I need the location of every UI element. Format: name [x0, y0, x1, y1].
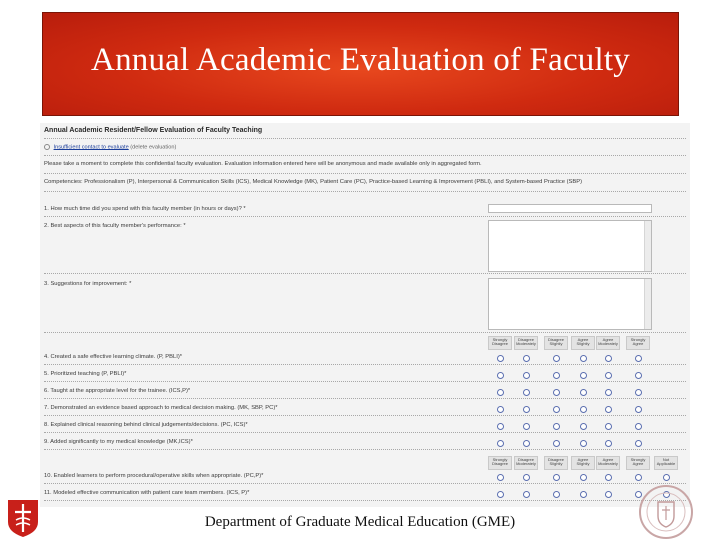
radio-icon[interactable] [44, 144, 50, 150]
likert-radio[interactable] [497, 440, 504, 447]
likert-radio[interactable] [605, 372, 612, 379]
likert-radio[interactable] [635, 389, 642, 396]
scale-header-cell: Disagree Slightly [544, 456, 568, 470]
evaluation-form-screenshot [40, 123, 690, 507]
likert-radio[interactable] [635, 372, 642, 379]
likert-radio[interactable] [635, 406, 642, 413]
likert-question: 8. Explained clinical reasoning behind clinical judgements/decisions. (PC, ICS)* [44, 422, 248, 428]
scale-header-cell: Strongly Disagree [488, 456, 512, 470]
likert-radio[interactable] [553, 406, 560, 413]
likert-radio[interactable] [523, 372, 530, 379]
likert-question: 5. Prioritized teaching (P, PBLI)* [44, 371, 127, 377]
question-1: 1. How much time did you spend with this faculty member (in hours or days)? * [44, 206, 246, 212]
scrollbar[interactable] [644, 221, 651, 271]
likert-radio[interactable] [497, 474, 504, 481]
footer-department: Department of Graduate Medical Education (GME) [204, 514, 516, 530]
likert-radio[interactable] [580, 389, 587, 396]
divider [44, 500, 686, 501]
likert-radio[interactable] [497, 355, 504, 362]
divider [44, 483, 686, 484]
divider [44, 155, 686, 156]
likert-radio[interactable] [523, 474, 530, 481]
divider [44, 415, 686, 416]
likert-radio[interactable] [605, 389, 612, 396]
likert-radio[interactable] [605, 423, 612, 430]
likert-radio[interactable] [553, 423, 560, 430]
likert-radio[interactable] [605, 491, 612, 498]
divider [44, 449, 686, 450]
scale-header-cell: Not Applicable [654, 456, 678, 470]
likert-question: 6. Taught at the appropriate level for the trainee. (ICS,P)* [44, 388, 191, 394]
insufficient-contact-link[interactable]: Insufficient contact to evaluate [53, 144, 129, 151]
slide-title: Annual Academic Evaluation of Faculty [91, 41, 630, 78]
divider [44, 398, 686, 399]
delete-evaluation-note: (delete evaluation) [130, 144, 177, 151]
intro-text: Please take a moment to complete this confidential faculty evaluation. Evaluation information entered here will be anonymous and made available only in aggregated form. [44, 161, 482, 167]
likert-radio[interactable] [523, 423, 530, 430]
likert-question: 4. Created a safe effective learning climate. (P, PBLI)* [44, 354, 183, 360]
divider [44, 364, 686, 365]
scale-header-cell: Strongly Agree [626, 456, 650, 470]
divider [44, 216, 686, 217]
likert-radio[interactable] [523, 355, 530, 362]
likert-radio[interactable] [580, 440, 587, 447]
likert-radio[interactable] [580, 372, 587, 379]
competencies-text: Competencies: Professionalism (P), Interpersonal & Communication Skills (ICS), Medical Knowledge (MK), Patient Care (PC), Practice-based Learning & Improvement (PBLI), and System-based Practice (SBP) [44, 179, 583, 185]
likert-question: 7. Demonstrated an evidence based approach to medical decision making. (MK, SBP, PC)* [44, 405, 278, 411]
scale-header-cell: Strongly Disagree [488, 336, 512, 350]
divider [44, 191, 686, 192]
likert-radio[interactable] [580, 491, 587, 498]
likert-radio[interactable] [553, 491, 560, 498]
likert-radio[interactable] [580, 406, 587, 413]
likert-radio[interactable] [497, 389, 504, 396]
likert-radio[interactable] [635, 440, 642, 447]
likert-radio[interactable] [497, 406, 504, 413]
divider [44, 332, 686, 333]
likert-radio[interactable] [553, 372, 560, 379]
likert-question: 11. Modeled effective communication with patient care team members. (ICS, P)* [44, 490, 250, 496]
divider [44, 432, 686, 433]
likert-radio[interactable] [553, 389, 560, 396]
likert-radio[interactable] [553, 474, 560, 481]
likert-radio[interactable] [523, 389, 530, 396]
scrollbar[interactable] [644, 279, 651, 329]
likert-radio[interactable] [523, 491, 530, 498]
form-heading: Annual Academic Resident/Fellow Evaluation of Faculty Teaching [44, 127, 263, 134]
likert-radio[interactable] [553, 440, 560, 447]
divider [44, 381, 686, 382]
scale-header-cell: Disagree Slightly [544, 336, 568, 350]
title-banner [42, 12, 679, 116]
university-seal-icon [632, 480, 700, 540]
scale-header-cell: Agree Slightly [571, 336, 595, 350]
scale-header-cell: Disagree Moderately [514, 456, 538, 470]
question-3: 3. Suggestions for improvement: * [44, 281, 132, 287]
suggestions-textarea[interactable] [488, 278, 652, 330]
likert-radio[interactable] [580, 355, 587, 362]
likert-radio[interactable] [523, 406, 530, 413]
likert-radio[interactable] [605, 474, 612, 481]
likert-radio[interactable] [497, 423, 504, 430]
divider [44, 138, 686, 139]
insufficient-contact-row [44, 144, 176, 151]
likert-radio[interactable] [605, 440, 612, 447]
likert-question: 10. Enabled learners to perform procedural/operative skills when appropriate. (PC,P)* [44, 473, 264, 479]
likert-radio[interactable] [553, 355, 560, 362]
scale-header-cell: Strongly Agree [626, 336, 650, 350]
likert-radio[interactable] [605, 355, 612, 362]
scale-header-cell: Agree Moderately [596, 336, 620, 350]
likert-radio[interactable] [497, 372, 504, 379]
question-2: 2. Best aspects of this faculty member's performance: * [44, 223, 186, 229]
likert-radio[interactable] [497, 491, 504, 498]
hours-input[interactable] [488, 204, 652, 213]
best-aspects-textarea[interactable] [488, 220, 652, 272]
scale-header-cell: Agree Slightly [571, 456, 595, 470]
scale-header-cell: Agree Moderately [596, 456, 620, 470]
divider [44, 273, 686, 274]
scale-header-cell: Disagree Moderately [514, 336, 538, 350]
likert-radio[interactable] [635, 355, 642, 362]
divider [44, 173, 686, 174]
likert-radio[interactable] [635, 423, 642, 430]
likert-question: 9. Added significantly to my medical knowledge (MK,ICS)* [44, 439, 193, 445]
likert-radio[interactable] [580, 423, 587, 430]
likert-radio[interactable] [580, 474, 587, 481]
likert-radio[interactable] [523, 440, 530, 447]
likert-radio[interactable] [605, 406, 612, 413]
